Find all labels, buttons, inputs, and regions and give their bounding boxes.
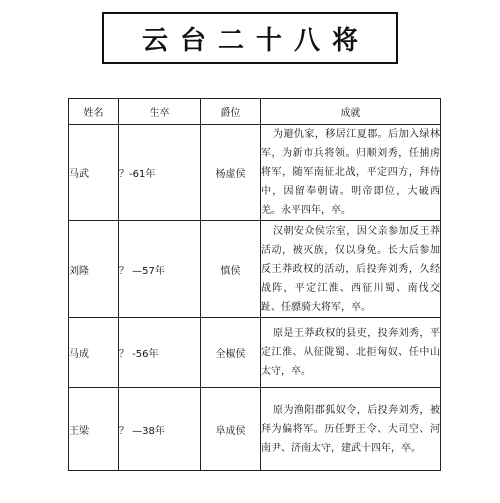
- cell-life: ？ -56年: [119, 318, 201, 388]
- cell-achievement: 汉朝安众侯宗室，因父亲参加反王莽活动，被灭族，仅以身免。长大后参加反王莽政权的活动，后投奔刘秀，久经战阵，平定江淮、西征川蜀、南伐交趾、任骠骑大将军，卒。: [261, 221, 441, 318]
- table-row: [69, 221, 441, 318]
- page-title: 云台二十八将: [102, 12, 398, 64]
- header-title: 爵位: [201, 99, 261, 125]
- cell-title: 杨虚侯: [201, 125, 261, 221]
- header-achievement: 成就: [261, 99, 441, 125]
- cell-title: 慎侯: [201, 221, 261, 318]
- cell-name: 马武: [69, 125, 119, 221]
- cell-life: ？ —57年: [119, 221, 201, 318]
- table-row: [69, 318, 441, 388]
- table-header-row: [69, 99, 441, 125]
- cell-achievement: 原为渔阳郡狐奴令，后投奔刘秀，被拜为偏将军。历任野王令、大司空、河南尹、济南太守，建武十四年，卒。: [261, 388, 441, 471]
- cell-name: 马成: [69, 318, 119, 388]
- table-row: [69, 125, 441, 221]
- cell-achievement: 为避仇家，移居江夏郡。后加入绿林军，为新市兵将领。归顺刘秀，任捕虏将军，随军南征北战，平定四方，拜侍中，因留奉朝请。明帝即位，大破西羌。永平四年，卒。: [261, 125, 441, 221]
- cell-life: ？-61年: [119, 125, 201, 221]
- cell-name: 王梁: [69, 388, 119, 471]
- generals-table: [68, 98, 441, 471]
- table-row: [69, 388, 441, 471]
- cell-name: 刘隆: [69, 221, 119, 318]
- cell-title: 全椒侯: [201, 318, 261, 388]
- cell-title: 阜成侯: [201, 388, 261, 471]
- cell-life: ？ —38年: [119, 388, 201, 471]
- cell-achievement: 原是王莽政权的县吏，投奔刘秀，平定江淮、从征陇蜀、北拒匈奴、任中山太守，卒。: [261, 318, 441, 388]
- header-life: 生卒: [119, 99, 201, 125]
- header-name: 姓名: [69, 99, 119, 125]
